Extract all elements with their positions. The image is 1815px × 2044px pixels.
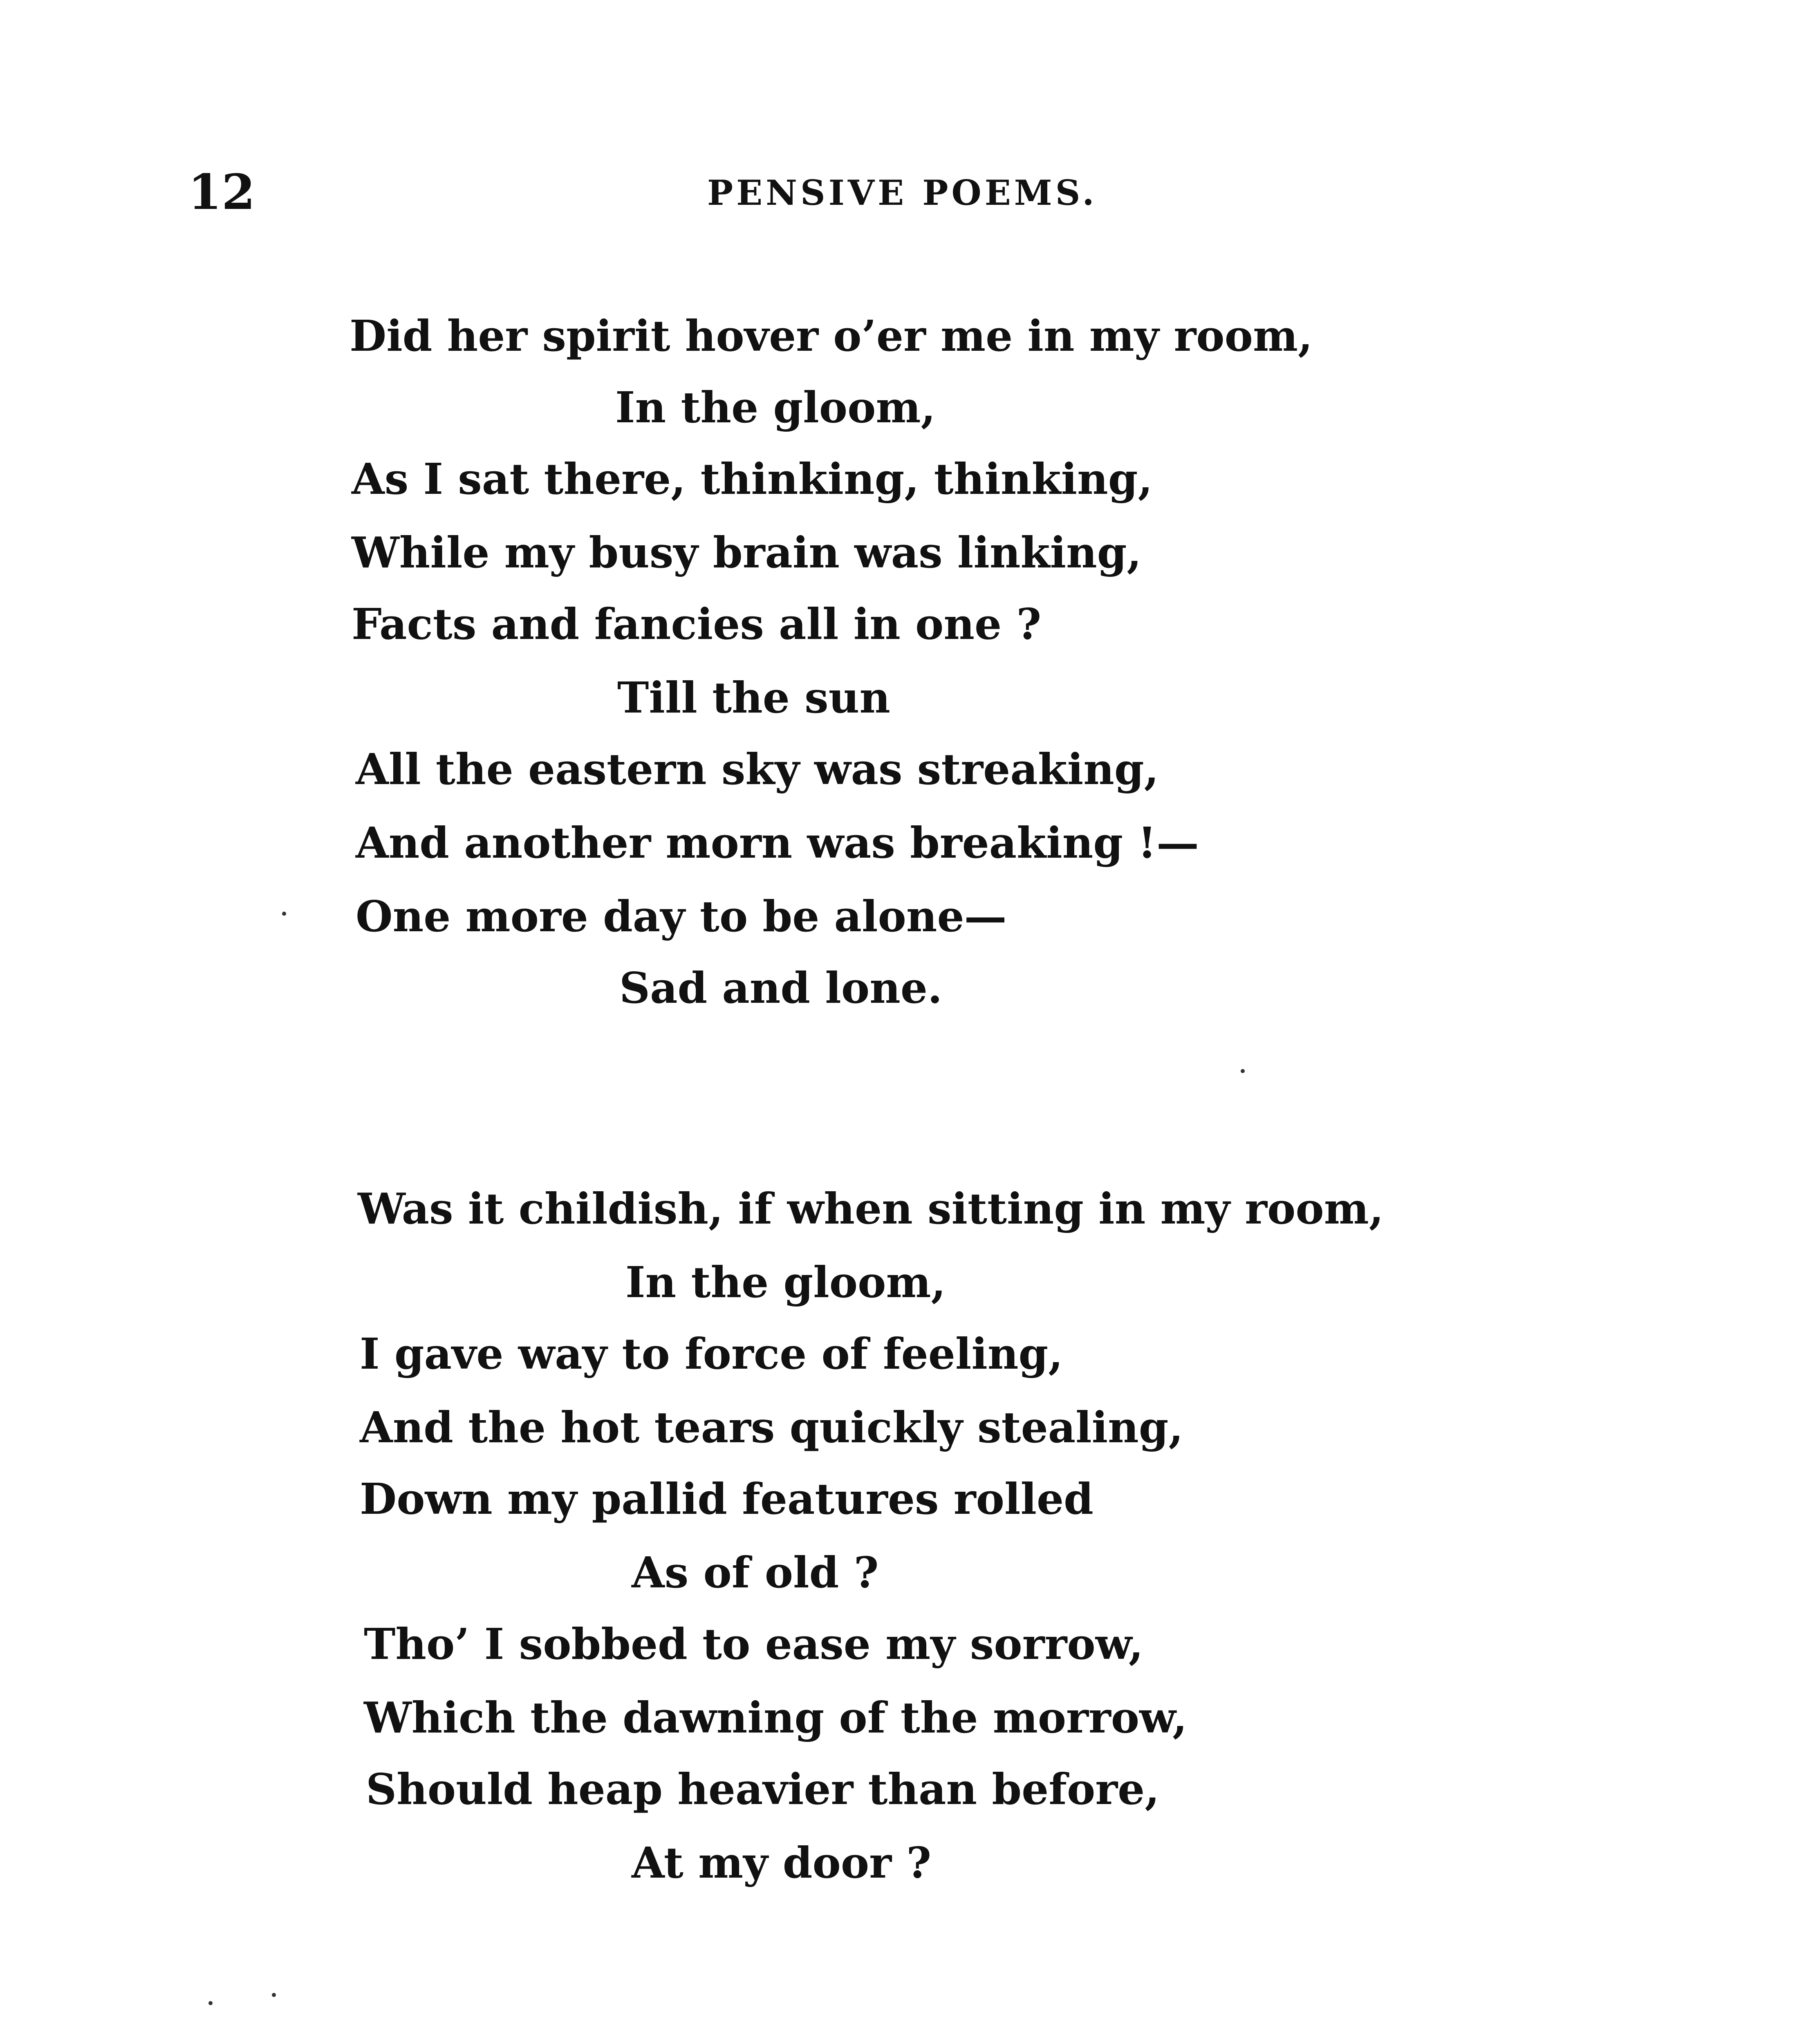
poem-refrain-line: As of old ? <box>632 1547 879 1598</box>
scan-speck <box>1241 1069 1245 1073</box>
poem-line: And the hot tears quickly stealing, <box>360 1402 1183 1452</box>
running-head <box>0 164 1815 220</box>
poem-refrain-line: Till the sun <box>617 672 890 723</box>
scan-speck <box>272 1993 276 1997</box>
poem-line: Was it childish, if when sitting in my room, <box>358 1183 1384 1234</box>
poem-refrain-line: In the gloom, <box>625 1257 946 1307</box>
poem-line: As I sat there, thinking, thinking, <box>352 454 1153 504</box>
poem-refrain-line: At my door ? <box>632 1838 932 1888</box>
poem-line: I gave way to force of feeling, <box>360 1329 1063 1379</box>
page-number: 12 <box>188 164 255 220</box>
poem-line: While my busy brain was linking, <box>352 527 1142 578</box>
poem-line: Down my pallid features rolled <box>360 1474 1093 1524</box>
scan-speck <box>282 912 286 916</box>
poem-line: Tho’ I sobbed to ease my sorrow, <box>364 1619 1143 1669</box>
running-title: PENSIVE POEMS. <box>707 173 1098 213</box>
poem-line: Did her spirit hover o’er me in my room, <box>350 311 1313 361</box>
poem-refrain-line: In the gloom, <box>615 382 936 433</box>
poem-line: And another morn was breaking !— <box>356 818 1199 868</box>
poem-line: One more day to be alone— <box>356 891 1007 941</box>
poem-refrain-line: Sad and lone. <box>619 963 943 1013</box>
scan-speck <box>208 2001 213 2005</box>
poem-line: All the eastern sky was streaking, <box>356 744 1159 794</box>
poem-line: Facts and fancies all in one ? <box>352 599 1042 649</box>
poem-line: Should heap heavier than before, <box>366 1764 1160 1814</box>
poem-line: Which the dawning of the morrow, <box>364 1692 1188 1743</box>
